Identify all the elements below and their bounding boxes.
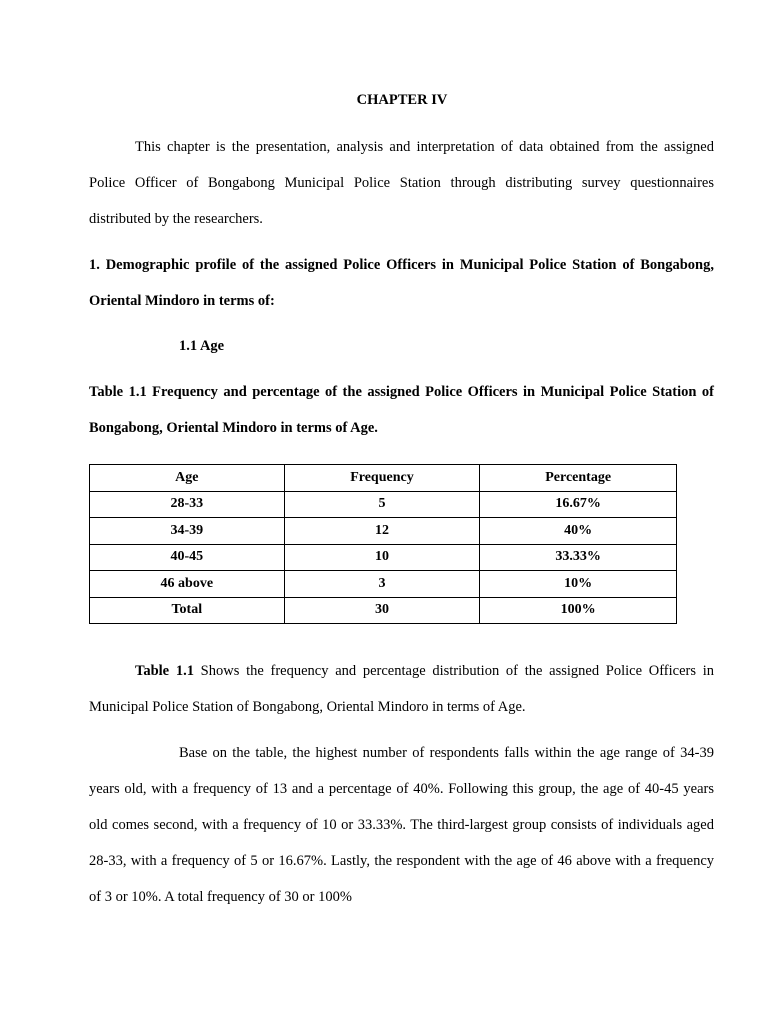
cell-total-percentage: 100%: [480, 597, 677, 624]
cell-frequency: 12: [284, 518, 480, 545]
table-caption: Table 1.1 Frequency and percentage of the assigned Police Officers in Municipal Police Station of Bongabong, Oriental Mindoro in terms of Age.: [89, 384, 714, 436]
cell-percentage: 16.67%: [480, 491, 677, 518]
table-row: [90, 491, 677, 518]
table-row: [90, 544, 677, 571]
cell-percentage: 10%: [480, 571, 677, 598]
header-age: Age: [90, 465, 285, 492]
description-text: Shows the frequency and percentage distribution of the assigned Police Officers in Municipal Police Station of Bongabong, Oriental Mindoro in terms of Age.: [89, 663, 714, 715]
cell-frequency: 5: [284, 491, 480, 518]
sub-heading: 1.1 Age: [179, 338, 225, 354]
description-paragraph: [89, 653, 714, 725]
cell-frequency: 3: [284, 571, 480, 598]
header-percentage: Percentage: [480, 465, 677, 492]
description-lead: Table 1.1: [135, 663, 194, 679]
chapter-title: CHAPTER IV: [356, 92, 448, 108]
header-frequency: Frequency: [284, 465, 480, 492]
cell-total-frequency: 30: [284, 597, 480, 624]
cell-age: 40-45: [90, 544, 285, 571]
table-row: [90, 571, 677, 598]
table-row: [90, 518, 677, 545]
cell-total-label: Total: [90, 597, 285, 624]
table-header-row: [90, 465, 677, 492]
cell-age: 34-39: [90, 518, 285, 545]
age-frequency-table: [89, 464, 677, 624]
cell-age: 28-33: [90, 491, 285, 518]
cell-frequency: 10: [284, 544, 480, 571]
intro-paragraph: This chapter is the presentation, analysis and interpretation of data obtained from the assigned Police Officer of Bongabong Municipal Police Station through distributing survey questionnaires distributed by the researchers.: [89, 139, 714, 227]
analysis-paragraph: Base on the table, the highest number of respondents falls within the age range of 34-39 years old, with a frequency of 13 and a percentage of 40%. Following this group, the age of 40-45 years old comes second, with a frequency of 10 or 33.33%. The third-largest group consists of individuals aged 28-33, with a frequency of 5 or 16.67%. Lastly, the respondent with the age of 46 above with a frequency of 3 or 10%. A total frequency of 30 or 100%: [89, 745, 714, 905]
cell-percentage: 40%: [480, 518, 677, 545]
table-total-row: [90, 597, 677, 624]
section-heading: 1. Demographic profile of the assigned Police Officers in Municipal Police Station of Bongabong, Oriental Mindoro in terms of:: [89, 257, 714, 309]
cell-age: 46 above: [90, 571, 285, 598]
cell-percentage: 33.33%: [480, 544, 677, 571]
